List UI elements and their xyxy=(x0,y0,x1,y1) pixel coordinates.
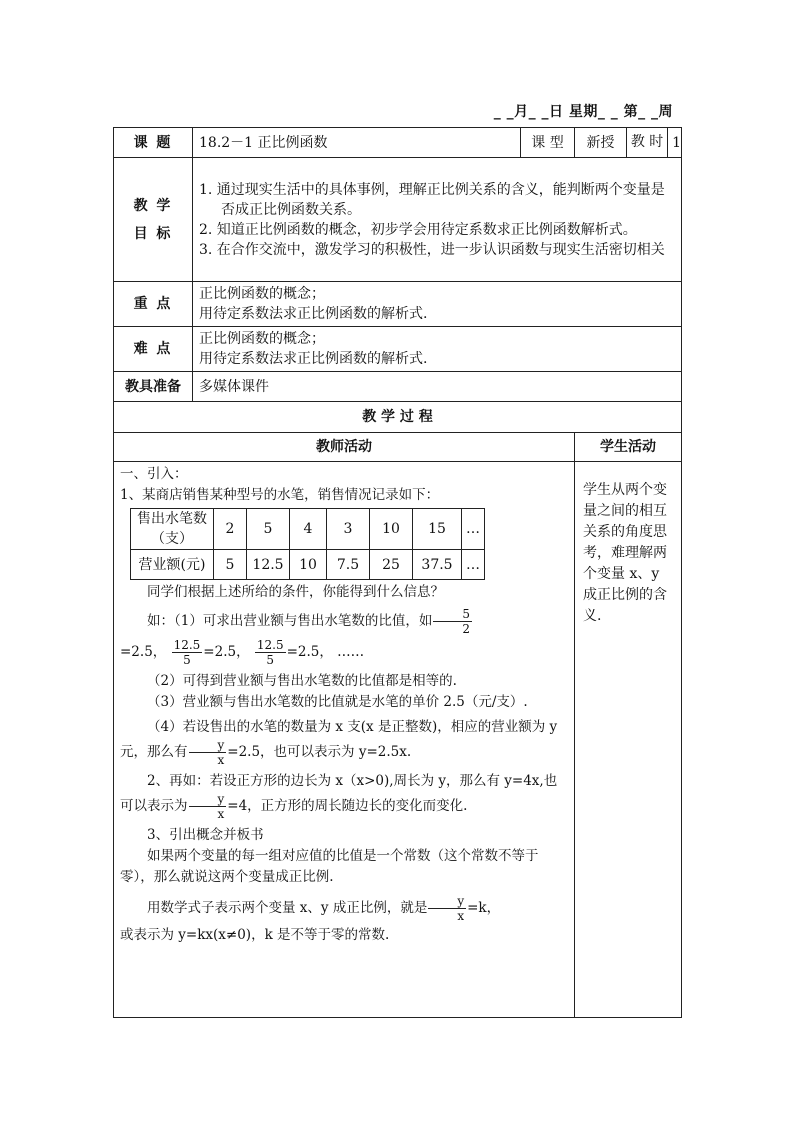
goals-list xyxy=(193,158,682,282)
table-cell: 10 xyxy=(370,509,413,550)
table-cell: 3 xyxy=(327,509,370,550)
fraction: $\frac{y}{x}$ xyxy=(189,792,227,821)
teacher-header: 教师活动 xyxy=(114,433,575,462)
key-points: 正比例函数的概念； 用待定系数法求正比例函数的解析式. xyxy=(193,282,682,327)
key-points-label: 重 点 xyxy=(114,282,193,327)
answer-1: 如：（1）可求出营业额与售出水笔数的比值，如 $\frac{5}{2}$ xyxy=(147,607,470,636)
table-cell: 7.5 xyxy=(327,550,370,580)
intro-heading: 一、引入： xyxy=(120,466,188,482)
difficulties: 正比例函数的概念； 用待定系数法求正比例函数的解析式. xyxy=(193,327,682,372)
type-label: 课 型 xyxy=(521,128,575,158)
fraction: $\frac{5}{2}$ xyxy=(433,607,472,636)
example-2: 2、再如：若设正方形的边长为 x（x>0),周长为 y，那么有 y=4x,也可以表示为 $\frac{y}{x}$ =4，正方形的周长随边长的变化而变化. xyxy=(120,773,558,821)
hours-label: 教 时 xyxy=(627,128,668,157)
goal-item: 3. 在合作交流中，激发学习的积极性，进一步认识函数与现实生活密切相关 xyxy=(199,241,665,258)
table-cell: 37.5 xyxy=(413,550,462,580)
example-1: 1、某商店销售某种型号的水笔，销售情况记录如下： xyxy=(120,487,440,503)
date-line: _ _月_ _日 星期_ _ 第_ _周 xyxy=(493,104,673,120)
fraction: $\frac{12.5}{5}$ xyxy=(256,638,284,667)
table-cell: 2 xyxy=(214,509,247,550)
sales-table xyxy=(130,508,485,580)
tools-value: 多媒体课件 xyxy=(193,372,682,402)
answer-1-cont: =2.5， $\frac{12.5}{5}$ =2.5， $\frac{12.5}{5}$ =2.5， …… xyxy=(120,638,365,667)
hours-cell xyxy=(627,128,682,158)
teacher-activity xyxy=(114,462,575,1018)
fraction: $\frac{y}{x}$ xyxy=(189,738,227,767)
student-activity: 学生从两个变量之间的相互关系的角度思考，难理解两个变量 x、y 成正比例的含义. xyxy=(575,462,682,1018)
table-cell: … xyxy=(462,550,485,580)
revenue-row-label: 营业额(元) xyxy=(131,550,214,580)
table-cell: 12.5 xyxy=(247,550,290,580)
table-cell: 10 xyxy=(290,550,327,580)
goals-label: 教 学 目 标 xyxy=(114,158,193,282)
table-cell: 5 xyxy=(247,509,290,550)
concept-heading: 3、引出概念并板书 xyxy=(147,827,264,843)
question: 同学们根据上述所给的条件，你能得到什么信息？ xyxy=(147,584,444,600)
table-cell: … xyxy=(462,509,485,550)
hours-value: 1 xyxy=(672,134,682,151)
goal-item: 2. 知道正比例函数的概念，初步学会用待定系数求正比例函数解析式。 xyxy=(199,221,637,238)
table-cell: 15 xyxy=(413,509,462,550)
topic-value: 18.2－1 正比例函数 xyxy=(193,128,521,158)
fraction: $\frac{12.5}{5}$ xyxy=(173,638,201,667)
tools-label: 教具准备 xyxy=(114,372,193,402)
sales-row-label: 售出水笔数（支） xyxy=(131,509,214,550)
goal-item: 1. 通过现实生活中的具体事例，理解正比例关系的含义，能判断两个变量是否成正比例函数关系。 xyxy=(199,181,665,218)
table-cell: 4 xyxy=(290,509,327,550)
answer-4: （4）若设售出的水笔的数量为 x 支(x 是正整数)，相应的营业额为 y 元，那么有 $\frac{y}{x}$ =2.5，也可以表示为 y=2.5x. xyxy=(120,719,558,767)
math-expression: 用数学式子表示两个变量 x、y 成正比例，就是 $\frac{y}{x}$ =k， xyxy=(147,894,501,923)
difficulties-label: 难 点 xyxy=(114,327,193,372)
table-cell: 5 xyxy=(214,550,247,580)
process-title: 教 学 过 程 xyxy=(114,402,682,433)
answer-3: （3）营业额与售出水笔数的比值就是水笔的单价 2.5（元/支）. xyxy=(147,694,528,710)
definition: 如果两个变量的每一组对应值的比值是一个常数（这个常数不等于零），那么就说这两个变量成正比例. xyxy=(120,848,539,885)
answer-2: （2）可得到营业额与售出水笔数的比值都是相等的. xyxy=(147,673,457,689)
type-value: 新授 xyxy=(575,128,627,158)
math-expression-cont: 或表示为 y=kx(x≠0)，k 是不等于零的常数. xyxy=(120,927,390,943)
topic-label: 课 题 xyxy=(114,128,193,158)
lesson-plan-table xyxy=(113,127,682,1018)
table-cell: 25 xyxy=(370,550,413,580)
student-header: 学生活动 xyxy=(575,433,682,462)
fraction: $\frac{y}{x}$ xyxy=(428,894,466,923)
